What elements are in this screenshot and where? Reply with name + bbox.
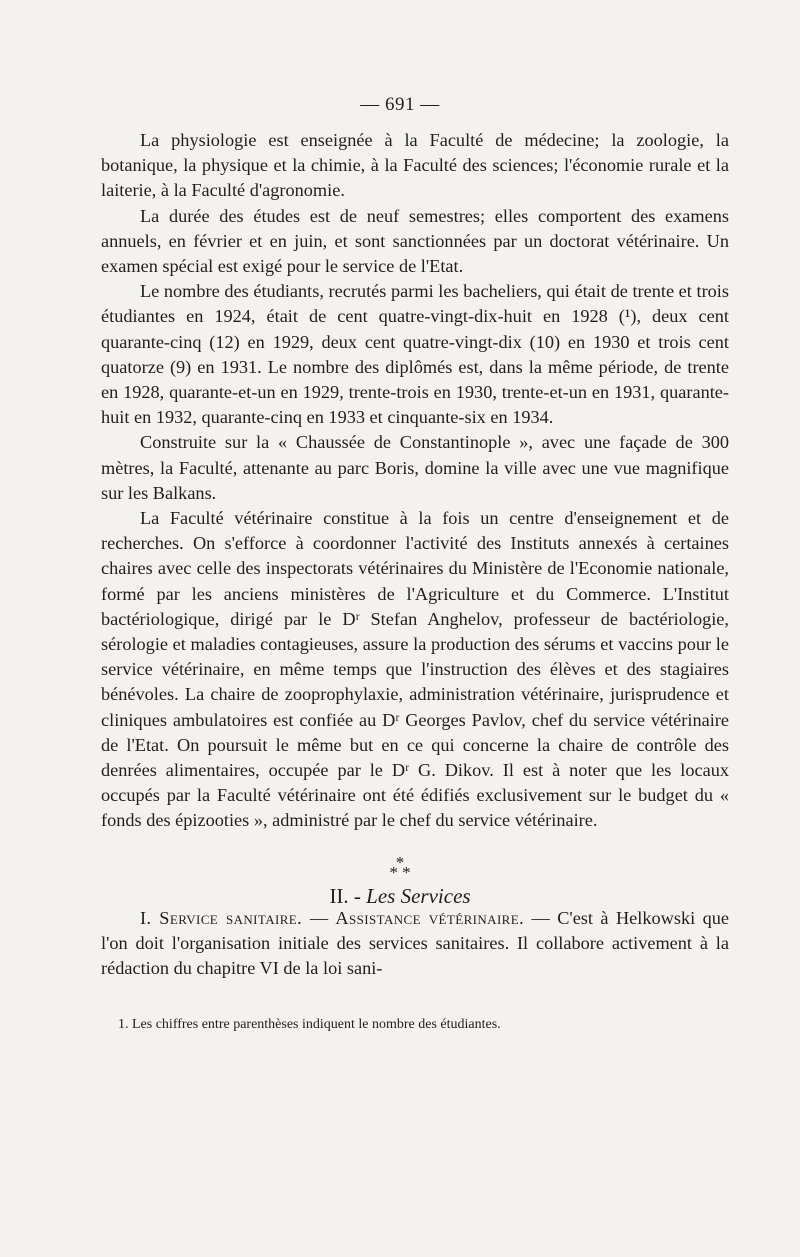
section-number: II. - [329, 884, 367, 908]
section-paragraph [101, 906, 729, 982]
body-text [101, 128, 729, 834]
paragraph-1: La physiologie est enseignée à la Faculté de médecine; la zoologie, la botanique, la physique et la chimie, à la Faculté des sciences; l'économie rurale et la laiterie, à la Faculté d'agronomie. [101, 130, 729, 201]
page-number: — 691 — [360, 94, 440, 115]
paragraph-4: Construite sur la « Chaussée de Constantinople », avec une façade de 300 mètres, la Faculté, attenante au parc Boris, domine la ville avec une vue magnifique sur les Balkans. [101, 432, 729, 503]
section-text [101, 906, 729, 982]
paragraph-2: La durée des études est de neuf semestres; elles comportent des examens annuels, en février et en juin, et sont sanctionnées par un doctorat vétérinaire. Un examen spécial est exigé pour le service de l'Etat. [101, 205, 729, 277]
section-paragraph-body: — C'est à Helkowski que l'on doit l'organisation initiale des services sanitaires. Il collabore activement à la rédaction du chapitre VI de la loi sani- [101, 908, 730, 979]
section-paragraph-head: I. Service sanitaire. — Assistance vétérinaire. [140, 908, 525, 928]
paragraph-3: Le nombre des étudiants, recrutés parmi les bacheliers, qui était de trente et trois étudiantes en 1924, était de cent quatre-vingt-dix-huit en 1928 (¹), deux cent quarante-cinq (12) en 1929, deux cent quatre-vingt-dix (10) en 1930 et trois cent quatorze (9) en 1931. Le nombre des diplômés est, dans la même période, de trente en 1928, quarante-et-un en 1929, trente-trois en 1930, trente-et-un en 1931, quarante-huit en 1932, quarante-cinq en 1933 et cinquante-six en 1934. [101, 281, 729, 428]
paragraph-5: La Faculté vétérinaire constitue à la fois un centre d'enseignement et de recherches. On s'efforce à coordonner l'activité des Instituts annexés à certaines chaires avec celle des inspectorats vétérinaires du Ministère de l'Economie nationale, formé par les anciens ministères de l'Agriculture et du Commerce. L'Institut bactériologique, dirigé par le Dʳ Stefan Anghelov, professeur de bactériologie, sérologie et maladies contagieuses, assure la production des sérums et vaccins pour le service vétérinaire, en même temps que l'instruction des élèves et des stagiaires bénévoles. La chaire de zooprophylaxie, administration vétérinaire, jurisprudence et cliniques ambulatoires est confiée au Dʳ Georges Pavlov, chef du service vétérinaire de l'Etat. On poursuit le même but en ce qui concerne la chaire de contrôle des denrées alimentaires, occupée par le Dʳ G. Dikov. Il est à noter que les locaux occupés par la Faculté vétérinaire ont été édifiés exclusivement sur le budget du « fonds des épizooties », administré par le chef du service vétérinaire. [101, 508, 729, 831]
footnote: 1. Les chiffres entre parenthèses indiquent le nombre des étudiantes. [118, 1017, 501, 1032]
section-title: Les Services [366, 884, 471, 908]
asterism: * * * [389, 853, 411, 882]
